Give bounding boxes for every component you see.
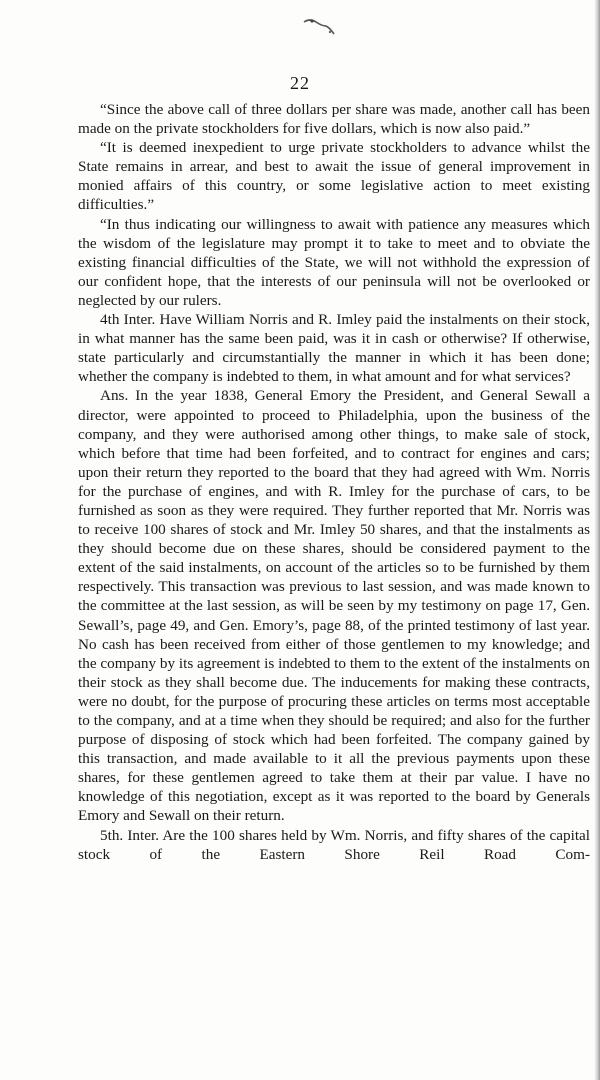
paragraph-interrogatory-5: 5th. Inter. Are the 100 shares held by Wm. Norris, and fifty shares of the capital stock of the Eastern Shore Reil Road Com-	[78, 826, 590, 863]
page-edge-shadow	[594, 0, 600, 1080]
paragraph-quote-3: “In thus indicating our willingness to await with patience any measures which the wisdom of the legislature may prompt it to take to meet and to obviate the existing financial difficulties of the State, we will not withhold the expression of our confident hope, that the interests of our peninsula will not be overlooked or neglected by our rulers.	[78, 215, 590, 309]
page-number: 22	[290, 73, 310, 93]
paragraph-quote-2: “It is deemed inexpedient to urge private stockholders to advance whilst the State remains in arrear, and best to await the issue of general improvement in monied affairs of this country, or some legislative action to meet existing difficulties.”	[78, 139, 590, 214]
paragraph-answer: Ans. In the year 1838, General Emory the President, and General Sewall a director, were appointed to proceed to Philadelphia, upon the business of the company, and they were authorised among other things, to make sale of stock, which before that time had been forfeited, and to contract for engines and cars; upon their return they reported to the board that they had agreed with Wm. Norris for the purchase of engines, and with R. Imley for the purchase of cars, to be furnished as soon as they were required. They further reported that Mr. Norris was to receive 100 shares of stock and Mr. Imley 50 shares, and that the instalments as they should become due on these shares, should be considered payment to the extent of the said instalments, on account of the articles so to be furnished by them respectively. This transaction was previous to last session, and was made known to the committee at the last session, as will be seen by my testimony on page 17, Gen. Sewall’s, page 49, and Gen. Emory’s, page 88, of the printed testimony of last year. No cash has been received from either of those gentlemen to my knowledge; and the company by its agreement is indebted to them to the extent of the instalments on their stock as they shall become due. The inducements for making these contracts, were no doubt, for the purpose of procuring these articles on terms most acceptable to the company, and at a time when they should be required; and also for the further purpose of disposing of stock which had been forfeited. The company gained by this transaction, and made available to it all the previous payments upon these shares, for these gentlemen agreed to take them at their par value. I have no knowledge of this negotiation, except as it was reported to the board by Generals Emory and Sewall on their return.	[78, 387, 590, 825]
paragraph-quote-1: “Since the above call of three dollars per share was made, another call has been made on the private stockholders for five dollars, which is now also paid.”	[78, 101, 590, 138]
paragraph-interrogatory-4: 4th Inter. Have William Norris and R. Imley paid the instalments on their stock, in what manner has the same been paid, was it in cash or otherwise? If otherwise, state particularly and circumstantially the manner in which it has been done; whether the company is indebted to them, in what amount and for what services?	[78, 311, 590, 386]
ink-smudge-icon	[300, 16, 340, 40]
body-text	[78, 100, 590, 864]
